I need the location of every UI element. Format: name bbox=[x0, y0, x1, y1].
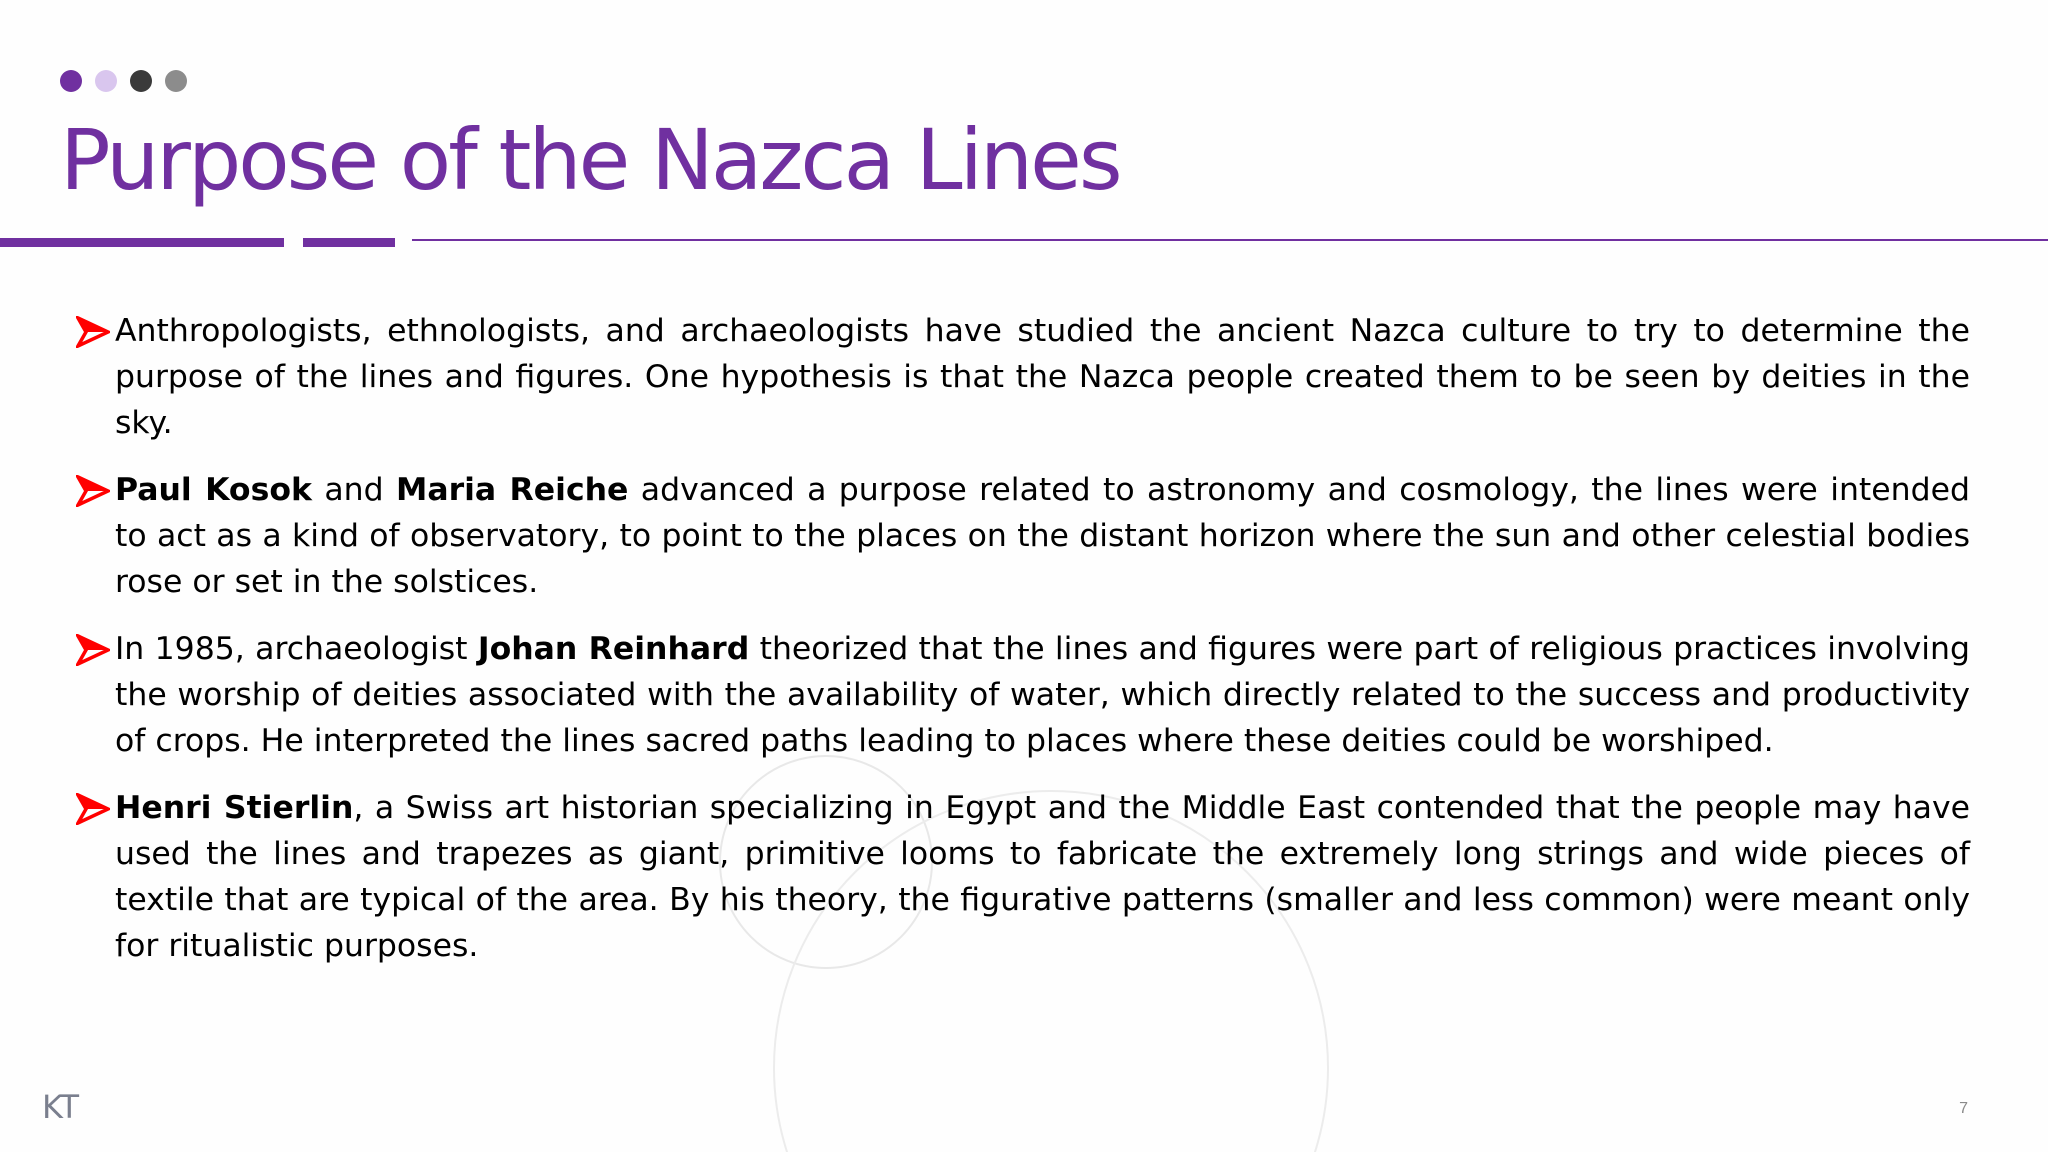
bullet-text: theorized that the lines and figures were part of religious practices involving the worship of deities associated with the availability of water, which directly related to the success and productivity of crops. He interpreted the lines sacred paths leading to places where these deities could be worshiped. bbox=[115, 631, 1970, 759]
slide-title: Purpose of the Nazca Lines bbox=[60, 111, 1120, 209]
title-underline-short bbox=[303, 238, 395, 247]
dot-2 bbox=[95, 70, 117, 92]
bullet-text: Anthropologists, ethnologists, and archaeologists have studied the ancient Nazca culture to try to determine the purpose of the lines and figures. One hypothesis is that the Nazca people created them to be seen by deities in the sky. bbox=[115, 313, 1970, 441]
bold-name: Henri Stierlin bbox=[115, 790, 354, 826]
dot-1 bbox=[60, 70, 82, 92]
title-underline-thin bbox=[412, 239, 2048, 241]
page-number: 7 bbox=[1959, 1100, 1968, 1117]
bullet-text: advanced a purpose related to astronomy and cosmology, the lines were intended to act as a kind of observatory, to point to the places on the distant horizon where the sun and other celestial bodies rose or set in the solstices. bbox=[115, 472, 1970, 600]
footer-logo: KT bbox=[42, 1088, 79, 1126]
title-underline-long bbox=[0, 238, 284, 247]
arrow-bullet-icon bbox=[76, 793, 110, 825]
bullet-text: In 1985, archaeologist bbox=[115, 631, 478, 667]
bullet-text: and bbox=[311, 472, 396, 508]
bullet-text: , a Swiss art historian specializing in Egypt and the Middle East contended that the people may have used the lines and trapezes as giant, primitive looms to fabricate the extremely long strings and wide pieces of textile that are typical of the area. By his theory, the figurative patterns (smaller and less common) were meant only for ritualistic purposes. bbox=[115, 790, 1970, 964]
bullet-item bbox=[76, 308, 1970, 446]
bold-name: Johan Reinhard bbox=[477, 631, 750, 667]
dot-4 bbox=[165, 70, 187, 92]
bullet-item bbox=[76, 467, 1970, 605]
arrow-bullet-icon bbox=[76, 475, 110, 507]
bullet-list bbox=[76, 308, 1970, 990]
dot-3 bbox=[130, 70, 152, 92]
arrow-bullet-icon bbox=[76, 634, 110, 666]
arrow-bullet-icon bbox=[76, 316, 110, 348]
decorative-dots bbox=[60, 70, 187, 92]
bold-name: Paul Kosok bbox=[115, 472, 312, 508]
bullet-item bbox=[76, 626, 1970, 764]
bullet-item bbox=[76, 785, 1970, 969]
bold-name: Maria Reiche bbox=[395, 472, 629, 508]
